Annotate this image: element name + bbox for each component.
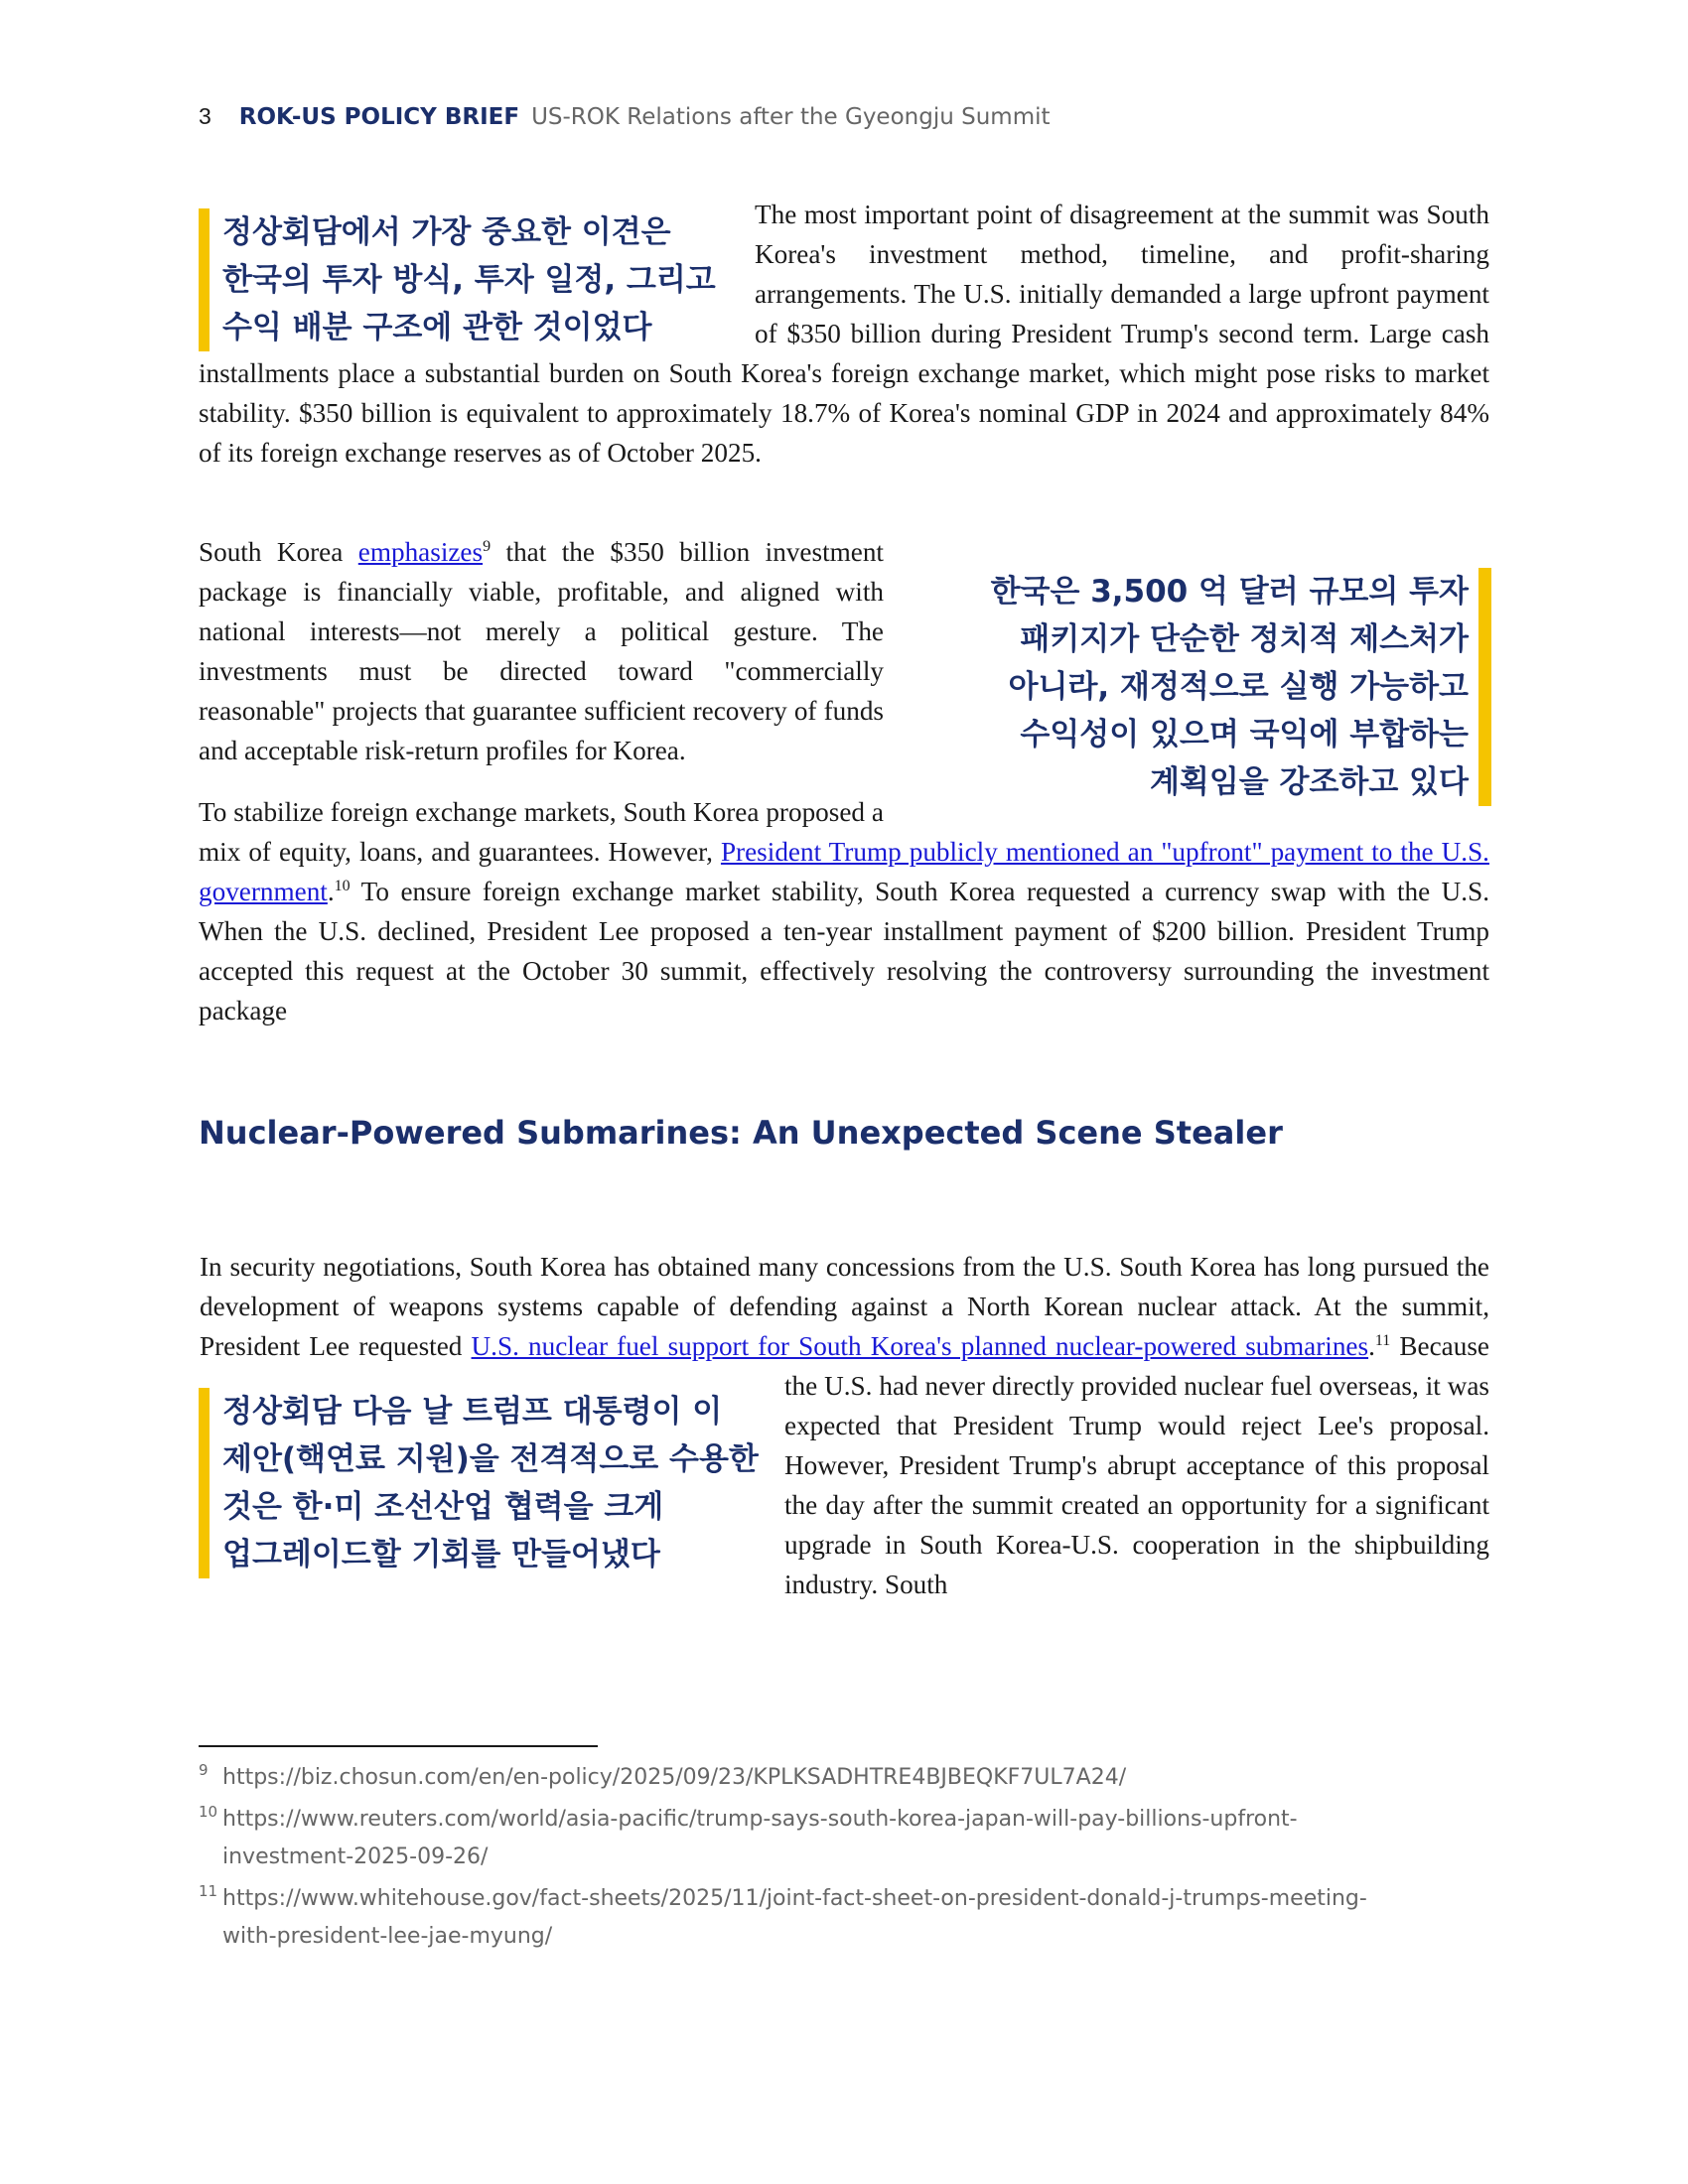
section-heading: Nuclear-Powered Submarines: An Unexpected Scene Stealer <box>199 1114 1283 1152</box>
footnote-url-continued[interactable]: investment-2025-09-26/ <box>222 1844 489 1869</box>
nuclear-fuel-support-link[interactable]: U.S. nuclear fuel support for South Korea's planned nuclear-powered submarines <box>471 1331 1369 1361</box>
footnote-url[interactable]: https://www.reuters.com/world/asia-pacific/trump-says-south-korea-japan-will-pay-billions-upfront- <box>222 1807 1298 1832</box>
footnote-9 <box>199 1759 1489 1797</box>
emphasizes-link[interactable]: emphasizes <box>357 537 484 567</box>
pull-quote-line: 정상회담에서 가장 중요한 이견은 <box>222 214 671 250</box>
pull-quote-line: 한국은 3,500 억 달러 규모의 투자 <box>990 574 1469 610</box>
pull-quote-line: 패키지가 단순한 정치적 제스처가 <box>1020 621 1469 657</box>
pull-quote-line: 것은 한·미 조선산업 협력을 크게 <box>222 1489 664 1525</box>
footnote-number: 11 <box>199 1882 218 1900</box>
paragraph-security-negotiations: In security negotiations, South Korea has obtained many concessions from the U.S. South Korea has long pursued the development of weapons systems capable of defending against a North Korean nuclear attack. At the summit, President Lee requested U.S. nuclear fuel support for South Korea's planned nuclear-powered submarines.$^{11}$ Because the U.S. had never directly provided nuclear fuel overseas, it was expected that President Trump would reject Lee's proposal. However, President Trump's abrupt acceptance of this proposal the day after the summit created an opportunity for a significant upgrade in South Korea-U.S. cooperation in the shipbuilding industry. South <box>200 1252 1489 1599</box>
footnotes <box>199 1759 1489 1960</box>
pull-quote-line: 업그레이드할 기회를 만들어냈다 <box>222 1537 660 1572</box>
pull-quote-line: 아니라, 재정적으로 실행 가능하고 <box>1008 669 1469 705</box>
footnote-number: 10 <box>199 1803 218 1821</box>
footnote-url[interactable]: https://www.whitehouse.gov/fact-sheets/2025/11/joint-fact-sheet-on-president-donald-j-trumps-meeting- <box>222 1886 1367 1911</box>
footnote-url[interactable]: https://biz.chosun.com/en/en-policy/2025/09/23/KPLKSADHTRE4BJBEQKF7UL7A24/ <box>222 1765 1127 1790</box>
footnote-ref-10: 10 <box>334 877 351 894</box>
pull-quote-line: 정상회담 다음 날 트럼프 대통령이 이 <box>222 1394 723 1430</box>
upfront-payment-link[interactable]: President Trump publicly mentioned an "upfront" payment to the U.S. government <box>199 837 1489 906</box>
page-number: 3 <box>199 103 211 129</box>
header-subtitle: US-ROK Relations after the Gyeongju Summit <box>531 104 1051 130</box>
footnote-divider <box>199 1745 598 1747</box>
footnote-url-continued[interactable]: with-president-lee-jae-myung/ <box>222 1924 553 1949</box>
pull-quote-line: 한국의 투자 방식, 투자 일정, 그리고 <box>222 262 716 298</box>
pull-quote-line: 수익 배분 구조에 관한 것이었다 <box>222 310 652 345</box>
page-header <box>199 103 1051 130</box>
footnote-10 <box>199 1801 1489 1876</box>
paragraph-fx-stabilization: To stabilize foreign exchange markets, South Korea proposed a mix of equity, loans, and guarantees. However, President Trump publicly mentioned an "upfront" payment to the U.S. government.$^{10}$ To ensure foreign exchange market stability, South Korea requested a currency swap with the U.S. When the U.S. declined, President Lee proposed a ten-year installment payment of $200 billion. President Trump accepted this request at the October 30 summit, effectively resolving the controversy surrounding the investment package <box>199 797 1489 1025</box>
pull-quote-line: 수익성이 있으며 국익에 부합하는 <box>1020 717 1469 752</box>
footnote-ref-11: 11 <box>1374 1331 1391 1349</box>
brand-title: ROK-US POLICY BRIEF <box>238 104 520 130</box>
paragraph-investment-package: South Korea emphasizes$^9$ that the $350 billion investment package is financially viable, profitable, and aligned with national interests—not merely a political gesture. The investments must be directed toward "commercially reasonable" projects that guarantee sufficient recovery of funds and acceptable risk-return profiles for Korea. <box>199 537 884 765</box>
footnote-ref-9: 9 <box>483 537 492 555</box>
footnote-11 <box>199 1880 1489 1956</box>
paragraph-investment-disagreement: The most important point of disagreement at the summit was South Korea's investment method, timeline, and profit-sharing arrangements. The U.S. initially demanded a large upfront payment of $350 billion during President Trump's second term. Large cash installments place a substantial burden on South Korea's foreign exchange market, which might pose risks to market stability. $350 billion is equivalent to approximately 18.7% of Korea's nominal GDP in 2024 and approximately 84% of its foreign exchange reserves as of October 2025. <box>199 200 1489 468</box>
pull-quote-line: 제안(핵연료 지원)을 전격적으로 수용한 <box>222 1441 759 1477</box>
pull-quote-line: 계획임을 강조하고 있다 <box>1149 764 1469 800</box>
footnote-number: 9 <box>199 1761 209 1779</box>
